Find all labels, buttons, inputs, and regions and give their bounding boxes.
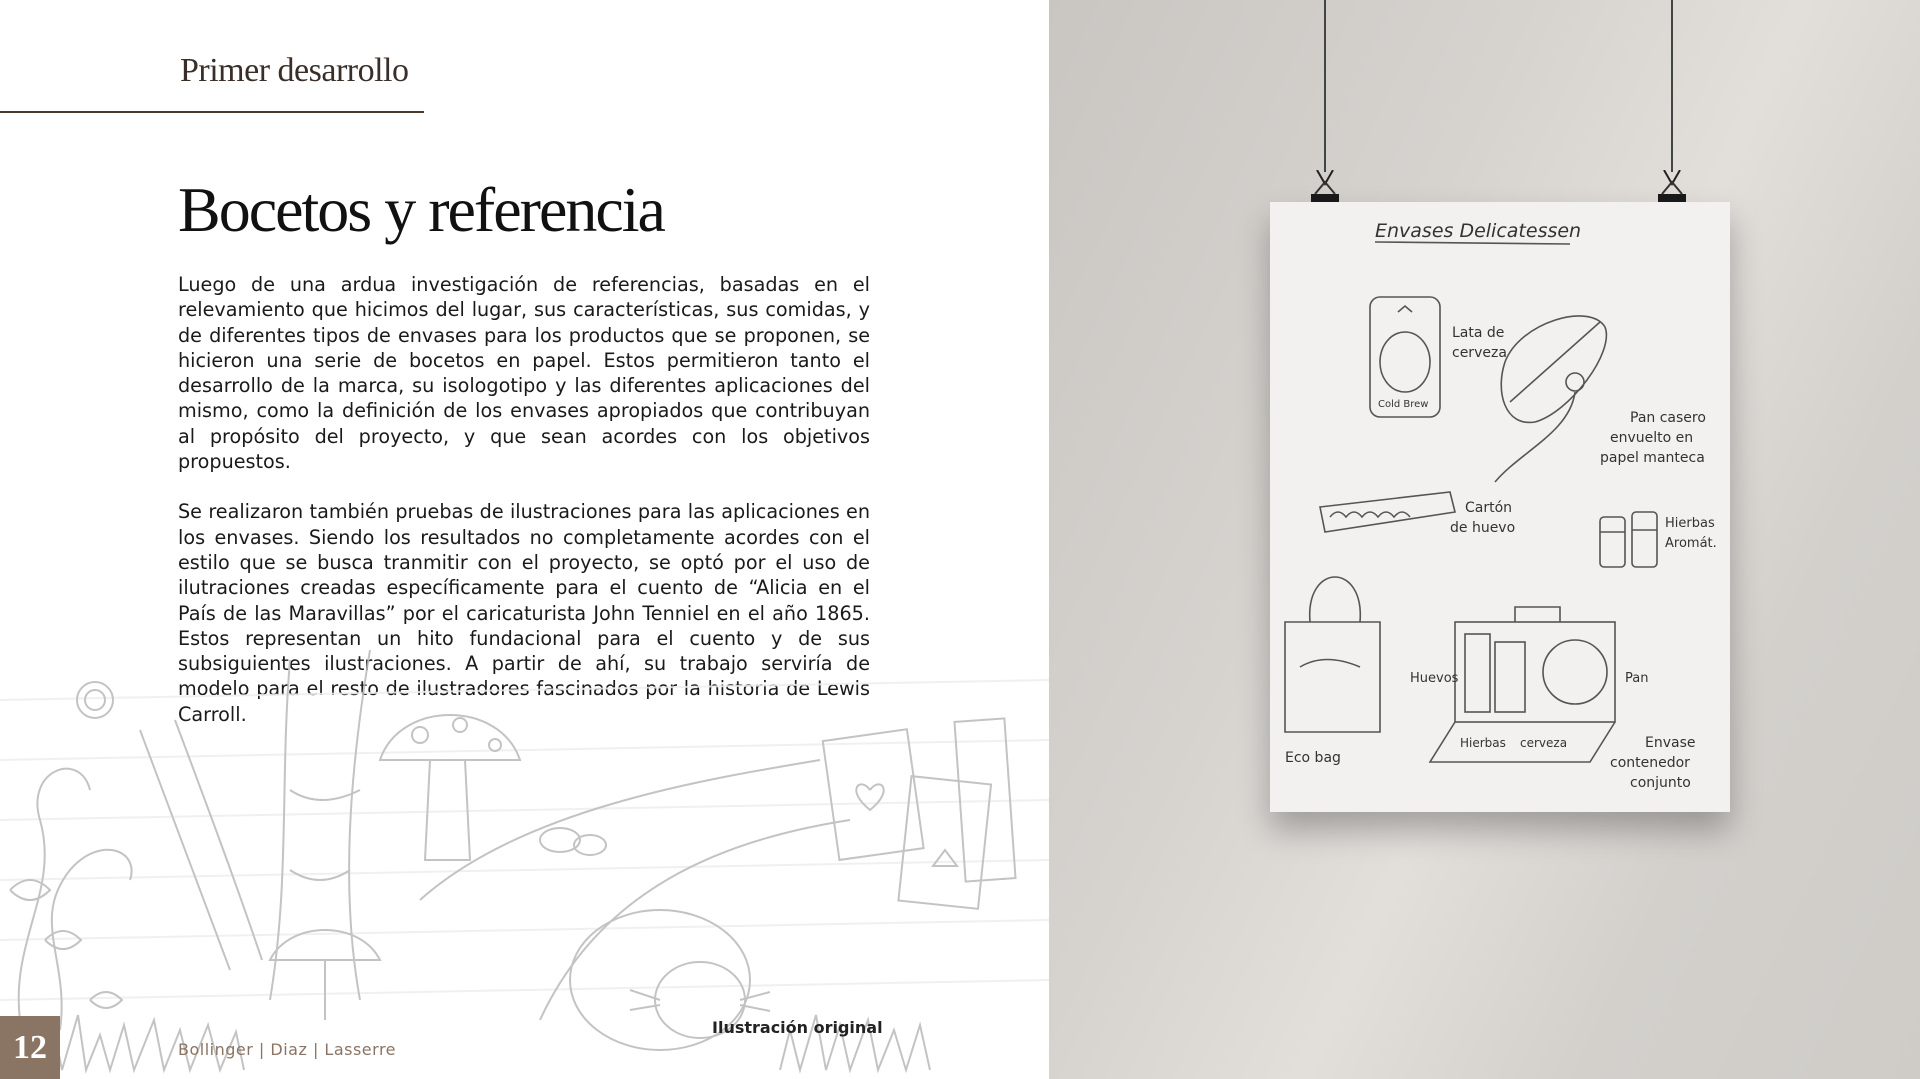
label-hierbas1: Hierbas	[1665, 516, 1715, 531]
label-carton1: Cartón	[1465, 500, 1513, 516]
hanging-wire-left	[1324, 0, 1326, 172]
section-title: Primer desarrollo	[180, 52, 409, 89]
label-pan2: envuelto en	[1610, 430, 1694, 446]
label-lata: Lata de	[1452, 325, 1505, 341]
label-huevos: Huevos	[1410, 671, 1459, 686]
label-carton2: de huevo	[1450, 520, 1516, 536]
label-hierbas2: Aromát.	[1665, 536, 1717, 551]
illustration-caption: Ilustración original	[712, 1018, 883, 1037]
label-pan: Pan	[1625, 671, 1649, 686]
paragraph-1: Luego de una ardua investigación de referencias, basadas en el relevamiento que hicimos del lugar, sus características, sus comidas, y de diferentes tipos de envases para los productos que se proponen, se hicieron una serie de bocetos en papel. Estos permitieron tanto el desarrollo de la marca, su isologotipo y las diferentes aplicaciones del mismo, como la definición de los envases apropiados que contribuyan al propósito del proyecto, y que sean acordes con los objetivos propuestos.	[178, 273, 870, 474]
page-heading: Bocetos y referencia	[178, 174, 664, 245]
label-lata-brand: Cold Brew	[1378, 399, 1429, 410]
label-envase3: conjunto	[1630, 775, 1691, 791]
sketch-paper	[1270, 202, 1730, 812]
sketch-photo	[1049, 0, 1920, 1079]
page-number: 12	[0, 1016, 60, 1079]
label-pan1: Pan casero	[1630, 410, 1706, 426]
label-lata2: cerveza	[1452, 345, 1507, 361]
label-hierbas-box: Hierbas	[1460, 736, 1506, 750]
sketch-title: Envases Delicatessen	[1375, 220, 1582, 242]
hanging-wire-right	[1671, 0, 1673, 172]
label-pan3: papel manteca	[1600, 450, 1705, 466]
label-envase2: contenedor	[1610, 755, 1690, 771]
packaging-sketch	[1270, 202, 1730, 812]
label-ecobag: Eco bag	[1285, 750, 1341, 766]
wonderland-illustration	[0, 640, 1049, 1079]
section-rule	[0, 111, 424, 113]
authors: Bollinger | Diaz | Lasserre	[178, 1040, 397, 1059]
label-cerveza-box: cerveza	[1520, 736, 1568, 750]
label-envase1: Envase	[1645, 735, 1696, 751]
paragraph-2: Se realizaron también pruebas de ilustraciones para las aplicaciones en los envases. Siendo los resultados no completamente acordes con el estilo que se busca tranmitir con el proyecto, se optó por el uso de ilutraciones creadas específicamente para el cuento de “Alicia en el País de las Maravillas” por el caricaturista John Tenniel en el año 1865. Estos representan un hito fundacional para el cuento y de sus subsiguientes ilustraciones. A partir de ahí, su trabajo serviría de modelo para el resto de ilustradores fascinados por la historia de Lewis Carroll.	[178, 500, 870, 726]
